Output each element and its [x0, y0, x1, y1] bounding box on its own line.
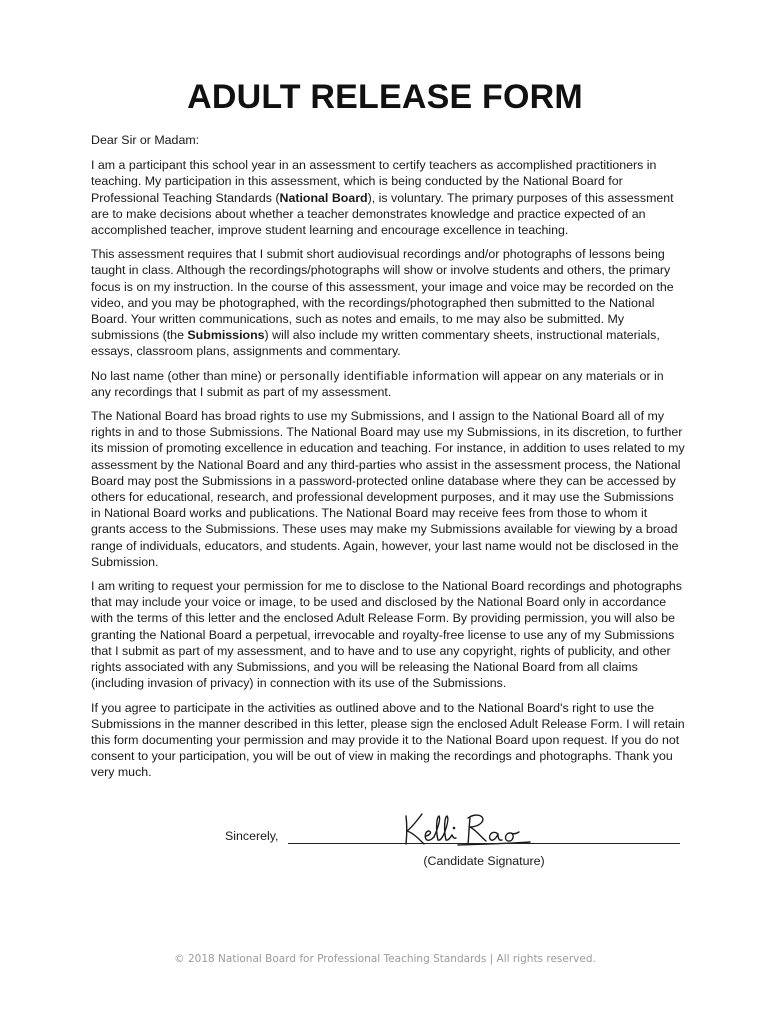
paragraph-3-text-a: No last name (other than mine) or: [91, 368, 280, 383]
paragraph-2: [91, 246, 685, 359]
paragraph-1: [91, 157, 685, 238]
paragraph-5: I am writing to request your permission for me to disclose to the National Board recordings and photographs that may include your voice or image, to be used and disclosed by the National Board only in accordance with the terms of this letter and the enclosed Adult Release Form. By providing permission, you will also be granting the National Board a perpetual, irrevocable and royalty-free license to use any of my Submissions that I submit as part of my assessment, and to have and to use any copyright, rights of publicity, and other rights associated with any Submissions, and you will be releasing the National Board from all claims (including invasion of privacy) in connection with its use of the Submissions.: [91, 579, 682, 691]
paragraph-3-pii: personally identifiable information: [279, 368, 480, 383]
paragraph-1-bold: National Board: [279, 190, 368, 205]
greeting: Dear Sir or Madam:: [91, 133, 200, 147]
paragraph-4: The National Board has broad rights to use my Submissions, and I assign to the National Board all of my rights in and to those Submissions. The National Board may use my Submissions, in its discretion, to further its mission of promoting excellence in education and teaching. For instance, in addition to uses related to my assessment by the National Board and any third-parties who assist in the assessment process, the National Board may post the Submissions in a password-protected online database where they can be accessed by others for educational, research, and professional development purposes, and it may use the Submissions in National Board works and publications. The National Board may receive fees from those to whom it grants access to the Submissions. These uses may make my Submissions available for viewing by a broad range of individuals, educators, and students. Again, however, your last name would not be disclosed in the Submission.: [91, 409, 685, 569]
letter-body: [91, 132, 685, 789]
signature-line: [288, 843, 680, 844]
paragraph-2-text-a: This assessment requires that I submit short audiovisual recordings and/or photographs of lessons being taught in class. Although the recordings/photographs will show or involve students and others, the primary focus is on my instruction. In the course of this assessment, your image and voice may be recorded on the video, and you may be photographed, with the recordings/photographed then submitted to the National Board. Your written communications, such as notes and emails, to me may also be submitted. My submissions (the: [91, 247, 674, 343]
paragraph-1-text-a: I am a participant this school year in an assessment to certify teachers as accomplished practitioners in teaching. My participation in this assessment, which is being conducted by the National Board for Professional Teaching Standards (: [91, 158, 657, 205]
handwritten-signature: [398, 808, 538, 852]
paragraph-2-bold: Submissions: [187, 328, 265, 343]
paragraph-6: If you agree to participate in the activities as outlined above and to the National Board's right to use the Submissions in the manner described in this letter, please sign the enclosed Adult Release Form. I will retain this form documenting your permission and may provide it to the National Board upon request. If you do not consent to your participation, you will be out of view in making the recordings and photographs. Thank you very much.: [91, 700, 685, 780]
paragraph-2-text-b: ) will also include my written commentary sheets, instructional materials, essays, classroom plans, assignments and commentary.: [91, 328, 660, 359]
paragraph-3: [91, 368, 685, 400]
signature-caption: (Candidate Signature): [423, 854, 545, 868]
paragraph-3-text-b: will appear on any materials or in any recordings that I submit as part of my assessment.: [91, 368, 664, 399]
paragraph-1-text-b: ), is voluntary. The primary purposes of this assessment are to make decisions about whether a teacher demonstrates knowledge and practice expected of an accomplished teacher, improve student learning and encourage excellence in teaching.: [91, 190, 674, 238]
copyright-footer: © 2018 National Board for Professional Teaching Standards | All rights reserved.: [174, 953, 596, 965]
closing-text: Sincerely,: [225, 829, 279, 843]
document-title: ADULT RELEASE FORM: [187, 78, 583, 116]
